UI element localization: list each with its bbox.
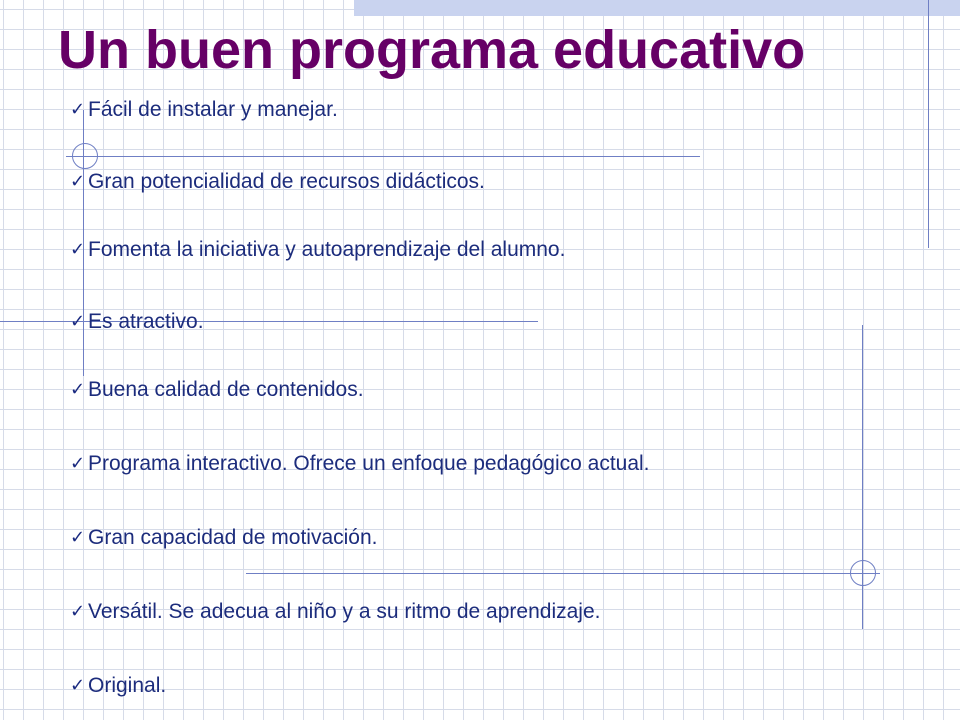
vertical-deco-line-top-right	[928, 0, 929, 248]
bullet-item	[70, 444, 650, 484]
bullet-text: Es atractivo.	[88, 310, 204, 333]
bullet-text: Gran potencialidad de recursos didácticos.	[88, 170, 485, 193]
checkmark-icon: ✓	[70, 379, 86, 399]
slide-title: Un buen programa educativo	[58, 20, 806, 80]
bullet-item	[70, 162, 485, 202]
checkmark-icon: ✓	[70, 99, 86, 119]
horizontal-deco-line-1	[66, 156, 700, 157]
bullet-item	[70, 370, 364, 410]
checkmark-icon: ✓	[70, 239, 86, 259]
bullet-item	[70, 666, 166, 706]
checkmark-icon: ✓	[70, 601, 86, 621]
horizontal-deco-line-3	[246, 573, 880, 574]
bullet-text: Versátil. Se adecua al niño y a su ritmo de aprendizaje.	[88, 600, 601, 623]
checkmark-icon: ✓	[70, 453, 86, 473]
checkmark-icon: ✓	[70, 171, 86, 191]
bullet-text: Fácil de instalar y manejar.	[88, 98, 338, 121]
bullet-text: Buena calidad de contenidos.	[88, 378, 364, 401]
deco-circle-right	[850, 560, 876, 586]
checkmark-icon: ✓	[70, 675, 86, 695]
bullet-text: Gran capacidad de motivación.	[88, 526, 378, 549]
bullet-text: Original.	[88, 674, 167, 697]
checkmark-icon: ✓	[70, 527, 86, 547]
checkmark-icon: ✓	[70, 311, 86, 331]
bullet-text: Programa interactivo. Ofrece un enfoque pedagógico actual.	[88, 452, 650, 475]
bullet-text: Fomenta la iniciativa y autoaprendizaje del alumno.	[88, 238, 566, 261]
bullet-item	[70, 90, 338, 130]
bullet-item	[70, 230, 565, 270]
bullet-item	[70, 592, 600, 632]
bullet-item	[70, 302, 204, 342]
bullet-item	[70, 518, 378, 558]
